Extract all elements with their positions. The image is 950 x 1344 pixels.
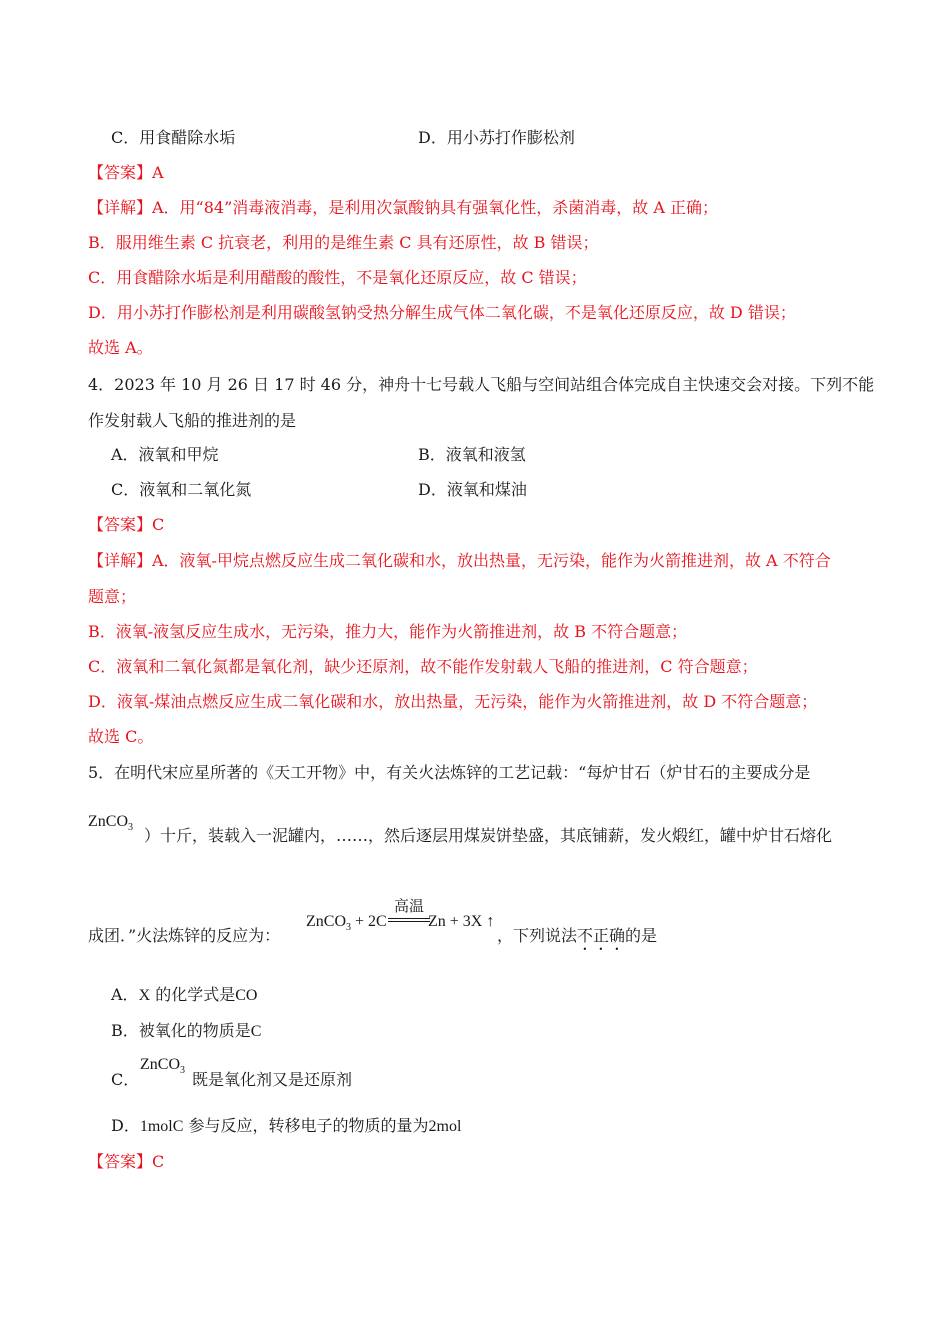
option-formula-text: ZnCO: [140, 1056, 180, 1073]
equation-right: Zn + 3X ↑: [428, 913, 495, 930]
q4-stem-line1: 4．2023 年 10 月 26 日 17 时 46 分，神舟十七号载人飞船与空间站组合体完成自主快速交会对接。下列不能: [88, 375, 875, 394]
q5-answer: 【答案】C: [88, 1152, 165, 1171]
q4-detail-a-line1: 【详解】A．液氧-甲烷点燃反应生成二氧化碳和水，放出热量，无污染，能作为火箭推进剂，故 A 不符合: [88, 551, 831, 570]
q5-stem-line3-pre: 成团．”火法炼锌的反应为：: [88, 926, 281, 945]
q4-conclusion: 故选 C。: [88, 727, 154, 746]
q5-option-b: [111, 1021, 261, 1042]
q4-detail-d: D．液氧-煤油点燃反应生成二氧化碳和水，放出热量，无污染，能作为火箭推进剂，故 D 不符合题意；: [88, 692, 818, 711]
q4-option-b: B．液氧和液氢: [418, 445, 526, 464]
q3-conclusion: 故选 A。: [88, 338, 153, 357]
q3-answer: 【答案】A: [88, 163, 164, 182]
stem-end: 的是: [625, 926, 658, 945]
q5-option-a: [111, 985, 257, 1006]
formula-subscript: 3: [128, 822, 133, 833]
q4-detail-b: B．液氧-液氢反应生成水，无污染，推力大，能作为火箭推进剂，故 B 不符合题意；: [88, 622, 688, 641]
q3-option-c: C．用食醋除水垢: [111, 128, 236, 147]
q3-detail-d: D．用小苏打作膨松剂是利用碳酸氢钠受热分解生成气体二氧化碳，不是氧化还原反应，故 D 错误；: [88, 303, 796, 322]
stem-emphasis: 不正确: [577, 926, 626, 945]
q3-detail-a: 【详解】A．用“84”消毒液消毒，是利用次氯酸钠具有强氧化性，杀菌消毒，故 A 正确；: [88, 198, 719, 217]
option-formula-subscript: 3: [180, 1065, 185, 1076]
q5-option-c-letter: C．: [111, 1070, 140, 1089]
q3-option-d: D．用小苏打作膨松剂: [418, 128, 575, 147]
q4-detail-c: C．液氧和二氧化氮都是氧化剂，缺少还原剂，故不能作发射载人飞船的推进剂，C 符合题意；: [88, 657, 758, 676]
q4-stem-line2: 作发射载人飞船的推进剂的是: [88, 411, 297, 430]
formula-text: ZnCO: [88, 813, 128, 830]
option-formula-co: CO: [235, 987, 258, 1004]
reaction-equation: [306, 896, 506, 936]
option-letter: D．: [111, 1116, 140, 1135]
q3-detail-c: C．用食醋除水垢是利用醋酸的酸性，不是氧化还原反应，故 C 错误；: [88, 268, 587, 287]
option-text: 参与反应，转移电子的物质的量为: [183, 1116, 429, 1135]
q5-stem-line3-post: [497, 926, 657, 954]
q4-option-a: A．液氧和甲烷: [111, 445, 219, 464]
option-formula: 1molC: [139, 1118, 184, 1135]
q5-option-d: [111, 1116, 461, 1137]
q4-option-d: D．液氧和煤油: [418, 480, 527, 499]
equation-condition: 高温: [394, 897, 425, 915]
equation-equals-sign: [388, 918, 430, 922]
equation-left: [306, 912, 387, 938]
option-letter: A．: [111, 985, 139, 1004]
q3-detail-b: B．服用维生素 C 抗衰老，利用的是维生素 C 具有还原性，故 B 错误；: [88, 233, 599, 252]
option-text: B．被氧化的物质是: [111, 1021, 251, 1040]
equation-subscript: 3: [346, 922, 351, 933]
q5-stem-line2: ）十斤，装载入一泥罐内，……，然后逐层用煤炭饼垫盛，其底铺薪，发火煅红，罐中炉甘石熔化: [144, 826, 833, 845]
equation-reactant: ZnCO: [306, 913, 346, 930]
option-value: 2mol: [428, 1118, 462, 1135]
stem-text: ，下列说法: [497, 926, 578, 945]
option-formula: X: [138, 987, 151, 1004]
option-text: 的化学式是: [150, 985, 236, 1004]
q5-option-c-text: 既是氧化剂又是还原剂: [192, 1070, 353, 1089]
q4-detail-a-line2: 题意；: [88, 587, 137, 606]
q5-stem-line1: 5．在明代宋应星所著的《天工开物》中，有关火法炼锌的工艺记载：“每炉甘石（炉甘石的主要成分是: [88, 763, 811, 782]
equation-reactant-c: + 2C: [351, 913, 387, 930]
q5-stem-formula-znco3: [88, 812, 133, 838]
option-formula: C: [250, 1023, 262, 1040]
q5-option-c-formula: [140, 1055, 185, 1081]
q4-option-c: C．液氧和二氧化氮: [111, 480, 252, 499]
q4-answer: 【答案】C: [88, 515, 165, 534]
